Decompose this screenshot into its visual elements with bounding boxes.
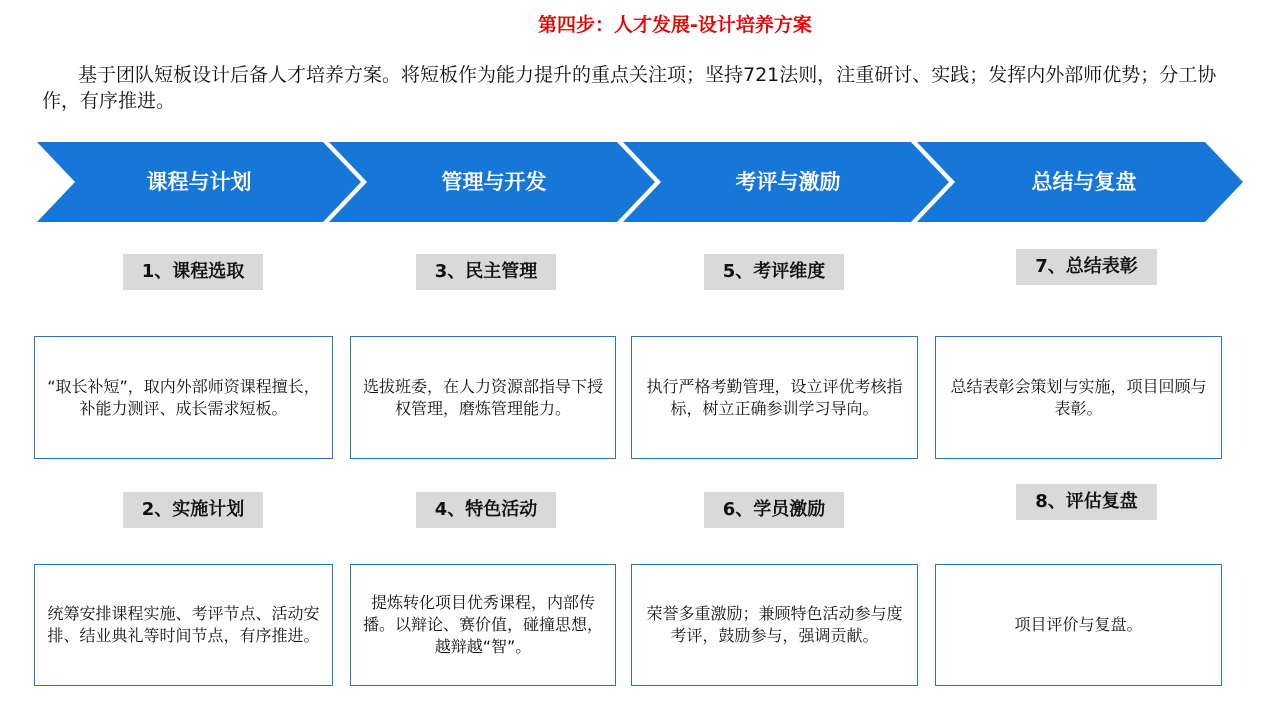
step-box-5: 执行严格考勤管理，设立评优考核指标，树立正确参训学习导向。	[631, 336, 918, 459]
step-box-1: “取长补短”，取内外部师资课程擅长，补能力测评、成长需求短板。	[34, 336, 333, 459]
step-box-8: 项目评价与复盘。	[935, 564, 1222, 686]
step-tag-2: 2、实施计划	[123, 492, 263, 528]
step-tag-3: 3、民主管理	[416, 254, 556, 290]
step-tag-8: 8、评估复盘	[1016, 484, 1157, 520]
step-box-7: 总结表彰会策划与实施，项目回顾与表彰。	[935, 336, 1222, 459]
step-box-2: 统筹安排课程实施、考评节点、活动安排、结业典礼等时间节点，有序推进。	[34, 564, 333, 686]
step-tag-7: 7、总结表彰	[1016, 249, 1157, 285]
step-tag-4: 4、特色活动	[416, 492, 556, 528]
step-box-3: 选拔班委，在人力资源部指导下授权管理，磨炼管理能力。	[350, 336, 616, 459]
phase-label-1: 课程与计划	[146, 170, 252, 194]
step-box-6: 荣誉多重激励；兼顾特色活动参与度考评，鼓励参与，强调贡献。	[631, 564, 918, 686]
step-box-4: 提炼转化项目优秀课程，内部传播。以辩论、赛价值，碰撞思想，越辩越“智”。	[350, 564, 616, 686]
phase-label-3: 考评与激励	[735, 170, 841, 194]
phase-label-2: 管理与开发	[441, 170, 547, 194]
step-tag-5: 5、考评维度	[704, 254, 844, 290]
step-tag-6: 6、学员激励	[704, 492, 844, 528]
phase-label-4: 总结与复盘	[1031, 170, 1137, 194]
page-title: 第四步：人才发展-设计培养方案	[538, 14, 812, 36]
intro-paragraph: 基于团队短板设计后备人才培养方案。将短板作为能力提升的重点关注项；坚持721法则，注重研讨、实践；发挥内外部师优势；分工协作，有序推进。	[42, 64, 1217, 112]
step-tag-1: 1、课程选取	[123, 254, 263, 290]
